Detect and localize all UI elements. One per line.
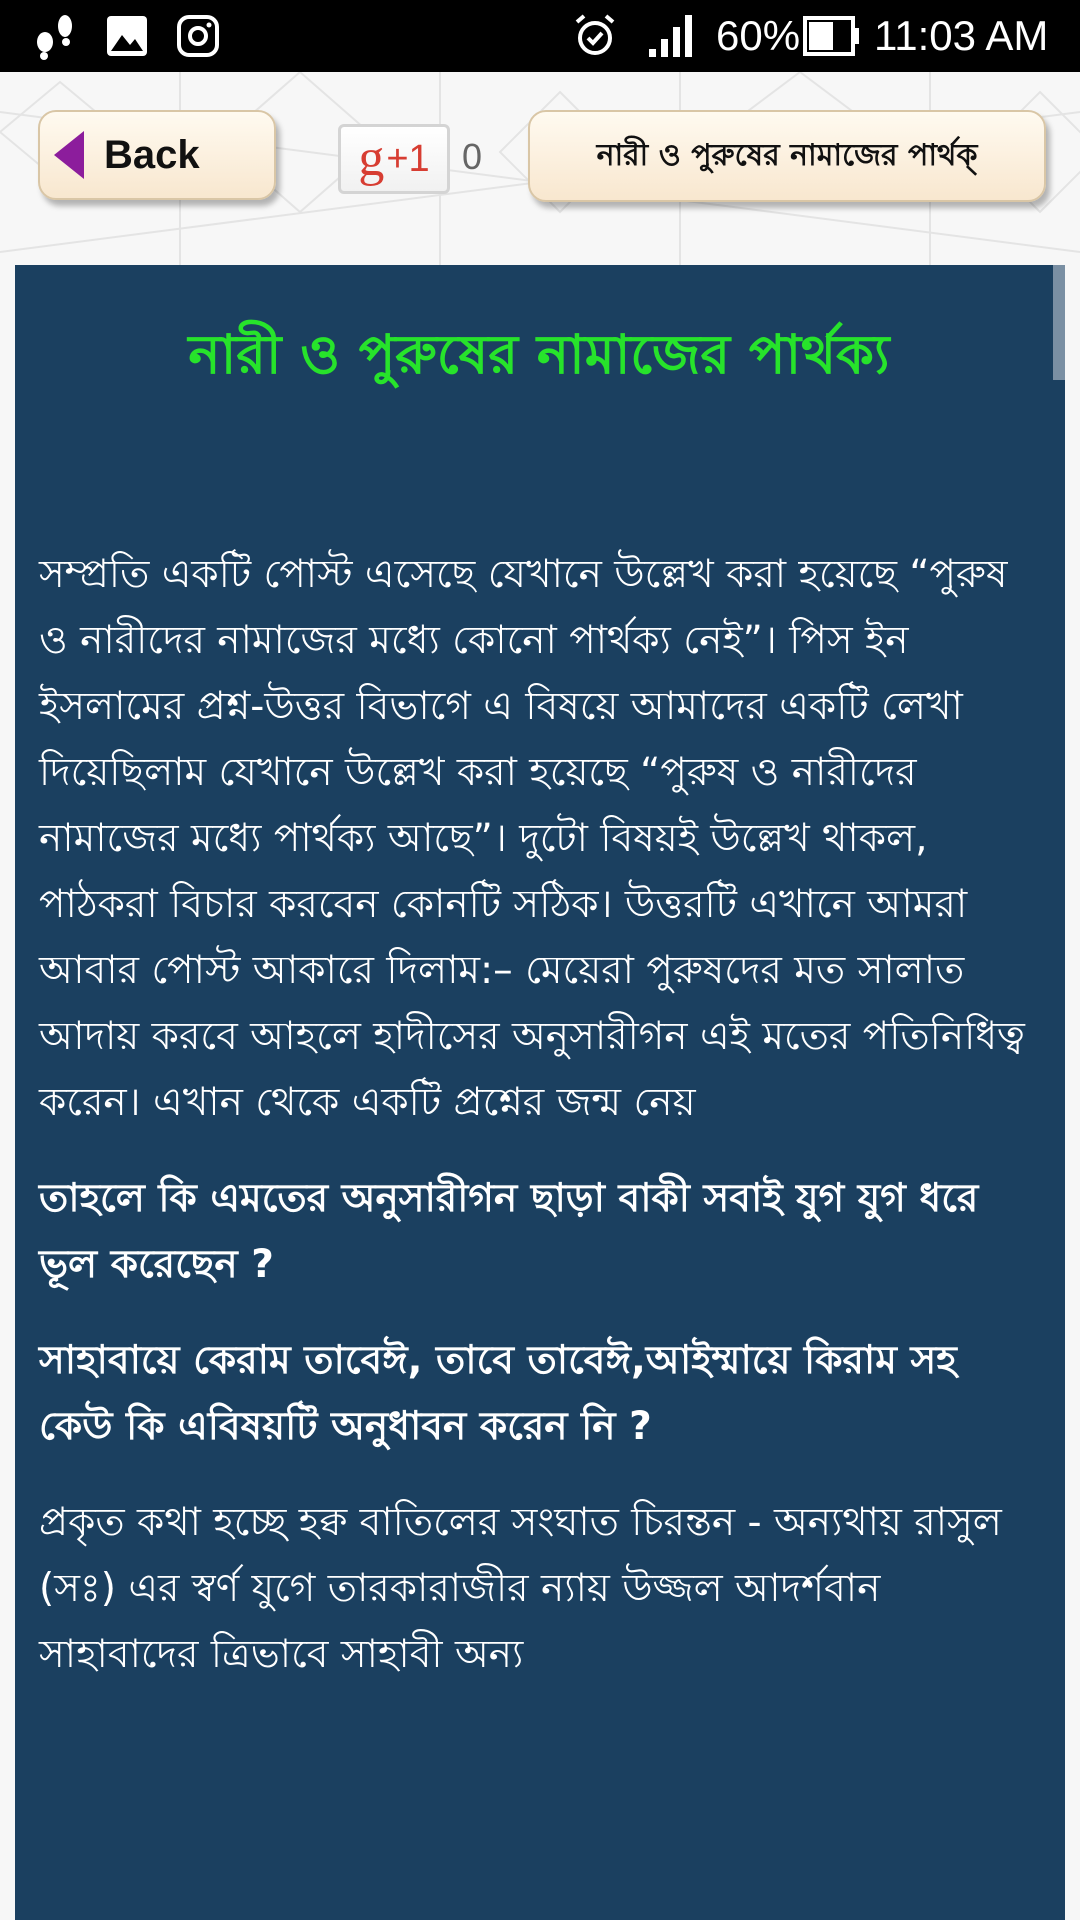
scrollbar-thumb[interactable]	[1053, 265, 1065, 380]
article-body	[39, 319, 1039, 1688]
article-title-button[interactable]	[528, 110, 1046, 202]
status-bar	[0, 0, 1080, 72]
article-paragraph: সম্প্রতি একটি পোস্ট এসেছে যেখানে উল্লেখ করা হয়েছে “পুরুষ ও নারীদের নামাজের মধ্যে কোনো পার্থক্য নেই”। পিস ইন ইসলামের প্রশ্ন-উত্তর বিভাগে এ বিষয়ে আমাদের একটি লেখা দিয়েছিলাম যেখানে উল্লেখ করা হয়েছে “পুরুষ ও নারীদের নামাজের মধ্যে পার্থক্য আছে”। দুটো বিষয়ই উল্লেখ থাকল, পাঠকরা বিচার করবেন কোনটি সঠিক। উত্তরটি এখানে আমরা আবার পোস্ট আকারে দিলাম:– মেয়েরা পুরুষদের মত সালাত আদায় করবে আহলে হাদীসের অনুসারীগন এই মতের পতিনিধিত্ব করেন। এখান থেকে একটি প্রশ্নের জন্ম নেয়	[39, 551, 1025, 1125]
article-question: তাহলে কি এমতের অনুসারীগন ছাড়া বাকী সবাই যুগ যুগ ধরে ভূল করেছেন ?	[39, 1175, 979, 1287]
gplus-label: +1	[386, 138, 430, 180]
footprint-icon	[30, 10, 80, 62]
article-question: সাহাবায়ে কেরাম তাবেঈ, তাবে তাবেঈ,আইম্মায়ে কিরাম সহ কেউ কি এবিষয়টি অনুধাবন করেন নি ?	[39, 1337, 957, 1449]
image-icon	[104, 10, 150, 62]
alarm-icon	[570, 10, 620, 62]
google-plus-one-button[interactable]	[338, 124, 450, 194]
signal-icon	[646, 10, 700, 62]
back-button[interactable]	[38, 110, 276, 200]
gplus-count: 0	[462, 136, 483, 177]
article-paragraph: প্রকৃত কথা হচ্ছে হক্ব বাতিলের সংঘাত চিরন্তন - অন্যথায় রাসুল (সঃ) এর স্বর্ণ যুগে তারকারাজীর ন্যায় উজ্জল আদর্শবান সাহাবাদের ত্রিভাবে সাহাবী অন্য	[39, 1499, 1002, 1677]
article-title: নারী ও পুরুষের নামাজের পার্থক্য	[188, 323, 890, 386]
article-title-button-label: নারী ও পুরুষের নামাজের পার্থক্	[596, 137, 978, 173]
battery-icon	[802, 10, 862, 62]
back-button-label: Back	[104, 132, 200, 177]
google-plus-icon: g	[358, 130, 385, 187]
instagram-icon	[174, 10, 222, 62]
back-arrow-icon	[54, 131, 84, 179]
clock: 11:03 AM	[874, 12, 1049, 59]
battery-percent: 60%	[716, 12, 801, 59]
article-content[interactable]	[15, 265, 1065, 1920]
